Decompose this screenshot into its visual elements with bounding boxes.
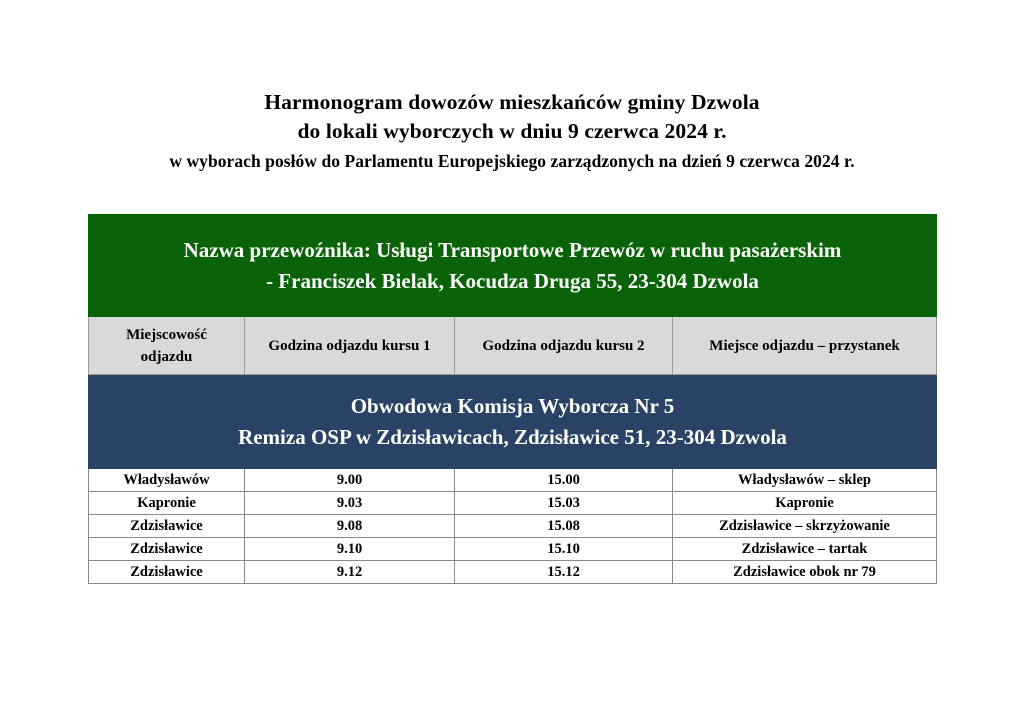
cell-course-2-time: 15.00 (455, 469, 673, 492)
column-header-departure-locality-line-1: Miejscowość (126, 326, 207, 343)
commission-name: Obwodowa Komisja Wyborcza Nr 5 (350, 393, 675, 418)
cell-course-2-time: 15.08 (455, 515, 673, 538)
page-title-line-1: Harmonogram dowozów mieszkańców gminy Dzwola (264, 90, 760, 114)
carrier-name-line-2: - Franciszek Bielak, Kocudza Druga 55, 23-304 Dzwola (266, 268, 759, 293)
column-header-course-1-time: Godzina odjazdu kursu 1 (245, 317, 455, 375)
carrier-banner-row (89, 215, 937, 317)
table-row (89, 538, 937, 561)
cell-course-2-time: 15.12 (455, 561, 673, 584)
column-header-stop: Miejsce odjazdu – przystanek (673, 317, 937, 375)
column-header-row (89, 317, 937, 375)
cell-stop: Władysławów – sklep (673, 469, 937, 492)
cell-stop: Zdzisławice – tartak (673, 538, 937, 561)
cell-departure-locality: Władysławów (89, 469, 245, 492)
table-row (89, 492, 937, 515)
cell-departure-locality: Zdzisławice (89, 561, 245, 584)
cell-course-2-time: 15.03 (455, 492, 673, 515)
table-row (89, 469, 937, 492)
commission-banner (89, 375, 937, 469)
transport-schedule-table (88, 214, 937, 584)
page-subtitle: w wyborach posłów do Parlamentu Europejskiego zarządzonych na dzień 9 czerwca 2024 r. (169, 151, 855, 171)
cell-departure-locality: Zdzisławice (89, 515, 245, 538)
cell-departure-locality: Zdzisławice (89, 538, 245, 561)
cell-course-1-time: 9.00 (245, 469, 455, 492)
carrier-name-line-1: Nazwa przewoźnika: Usługi Transportowe Przewóz w ruchu pasażerskim (183, 237, 842, 262)
commission-address: Remiza OSP w Zdzisławicach, Zdzisławice 51, 23-304 Dzwola (238, 424, 787, 449)
column-header-departure-locality (89, 317, 245, 375)
table-row (89, 515, 937, 538)
commission-banner-row (89, 375, 937, 469)
cell-course-1-time: 9.12 (245, 561, 455, 584)
carrier-banner (89, 215, 937, 317)
table-row (89, 561, 937, 584)
cell-stop: Zdzisławice – skrzyżowanie (673, 515, 937, 538)
cell-departure-locality: Kapronie (89, 492, 245, 515)
cell-course-1-time: 9.10 (245, 538, 455, 561)
cell-course-2-time: 15.10 (455, 538, 673, 561)
cell-stop: Kapronie (673, 492, 937, 515)
column-header-departure-locality-line-2: odjazdu (140, 348, 193, 365)
page-title-line-2: do lokali wyborczych w dniu 9 czerwca 2024 r. (297, 119, 727, 143)
cell-course-1-time: 9.03 (245, 492, 455, 515)
column-header-course-2-time: Godzina odjazdu kursu 2 (455, 317, 673, 375)
cell-course-1-time: 9.08 (245, 515, 455, 538)
document-title-block (0, 88, 1024, 176)
cell-stop: Zdzisławice obok nr 79 (673, 561, 937, 584)
